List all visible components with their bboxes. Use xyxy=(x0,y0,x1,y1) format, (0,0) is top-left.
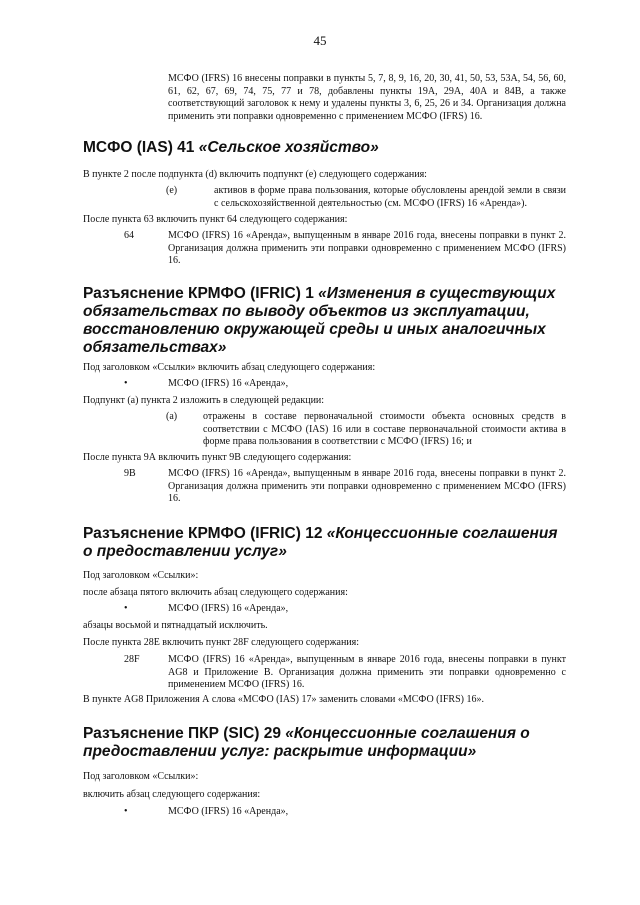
section-heading-ias41 xyxy=(83,139,563,157)
paragraph-text: МСФО (IFRS) 16 «Аренда», выпущенным в январе 2016 года, внесены поправки в пункт 2. Организация должна применить эти поправки одновременно с применением МСФО (IFRS) 16. xyxy=(168,230,566,266)
paragraph: Под заголовком «Ссылки»: xyxy=(83,570,199,581)
page-number: 45 xyxy=(313,33,327,48)
item-label: (a) xyxy=(166,411,178,422)
paragraph: После пункта 63 включить пункт 64 следующего содержания: xyxy=(83,214,348,225)
paragraph: абзацы восьмой и пятнадцатый исключить. xyxy=(83,620,268,631)
bullet-icon: • xyxy=(124,806,128,817)
heading-plain: Разъяснение ПКР (SIC) 29 xyxy=(83,725,286,742)
heading-plain: МСФО (IAS) 41 xyxy=(83,139,199,156)
paragraph: Подпункт (a) пункта 2 изложить в следующей редакции: xyxy=(83,395,325,406)
paragraph: после абзаца пятого включить абзац следующего содержания: xyxy=(83,587,348,598)
paragraph-number: 9B xyxy=(124,468,136,479)
paragraph-text: МСФО (IFRS) 16 «Аренда», выпущенным в январе 2016 года, внесены поправки в пункт 2. Организация должна применить эти поправки одновременно с применением МСФО (IFRS) 16. xyxy=(168,468,566,504)
bullet-text: МСФО (IFRS) 16 «Аренда», xyxy=(168,806,289,817)
bullet-text: МСФО (IFRS) 16 «Аренда», xyxy=(168,603,289,614)
intro-paragraph: МСФО (IFRS) 16 внесены поправки в пункты 5, 7, 8, 9, 16, 20, 30, 41, 50, 53, 53A, 54, 56, 60, 61, 62, 67, 69, 74, 75, 77 и 78, добавлены пункты 19A, 29A, 40A и 84B, а также соответствующий заголовок к нему и удалены пункты 3, 6, 25, 26 и 34. Организация должна применить эти поправки одновременно с применением МСФО (IFRS) 16. xyxy=(168,73,566,122)
paragraph: Под заголовком «Ссылки»: xyxy=(83,771,199,782)
paragraph-number: 64 xyxy=(124,230,134,241)
paragraph: Под заголовком «Ссылки» включить абзац следующего содержания: xyxy=(83,362,376,373)
paragraph: включить абзац следующего содержания: xyxy=(83,789,261,800)
bullet-icon: • xyxy=(124,378,128,389)
paragraph: После пункта 28E включить пункт 28F следующего содержания: xyxy=(83,637,360,648)
paragraph: В пункте 2 после подпункта (d) включить подпункт (e) следующего содержания: xyxy=(83,169,427,180)
item-text: отражены в составе первоначальной стоимости объекта основных средств в соответствии с МСФО (IAS) 16 или в составе первоначальной стоимости актива в форме права пользования в соответствии с МСФО (IFRS) 16; и xyxy=(203,411,566,447)
paragraph: После пункта 9А включить пункт 9В следующего содержания: xyxy=(83,452,352,463)
paragraph-number: 28F xyxy=(124,654,140,665)
section-heading-ifric12 xyxy=(83,525,563,561)
heading-italic: «Концессионные соглашения о предоставлении услуг» xyxy=(83,525,558,560)
item-label: (e) xyxy=(166,185,178,196)
heading-italic: «Изменения в существующих обязательствах по выводу объектов из эксплуатации, восстановлению окружающей среды и иных аналогичных обязательствах» xyxy=(83,285,556,356)
section-heading-ifric1 xyxy=(83,285,563,357)
paragraph-text: МСФО (IFRS) 16 «Аренда», выпущенным в январе 2016 года, внесены поправки в пункт AG8 и Приложение В. Организация должна применить эти поправки одновременно с применением МСФО (IFRS) 16. xyxy=(168,654,566,690)
heading-italic: «Концессионные соглашения о предоставлении услуг: раскрытие информации» xyxy=(83,725,530,760)
heading-plain: Разъяснение КРМФО (IFRIC) 12 xyxy=(83,525,327,542)
bullet-text: МСФО (IFRS) 16 «Аренда», xyxy=(168,378,289,389)
item-text: активов в форме права пользования, которые обусловлены арендой земли в связи с сельскохозяйственной деятельностью (см. МСФО (IFRS) 16 «Аренда»). xyxy=(214,185,566,209)
heading-italic: «Сельское хозяйство» xyxy=(198,139,379,156)
section-heading-sic29 xyxy=(83,725,563,761)
bullet-icon: • xyxy=(124,603,128,614)
paragraph: В пункте AG8 Приложения А слова «МСФО (IAS) 17» заменить словами «МСФО (IFRS) 16». xyxy=(83,694,484,705)
heading-plain: Разъяснение КРМФО (IFRIC) 1 xyxy=(83,285,319,302)
